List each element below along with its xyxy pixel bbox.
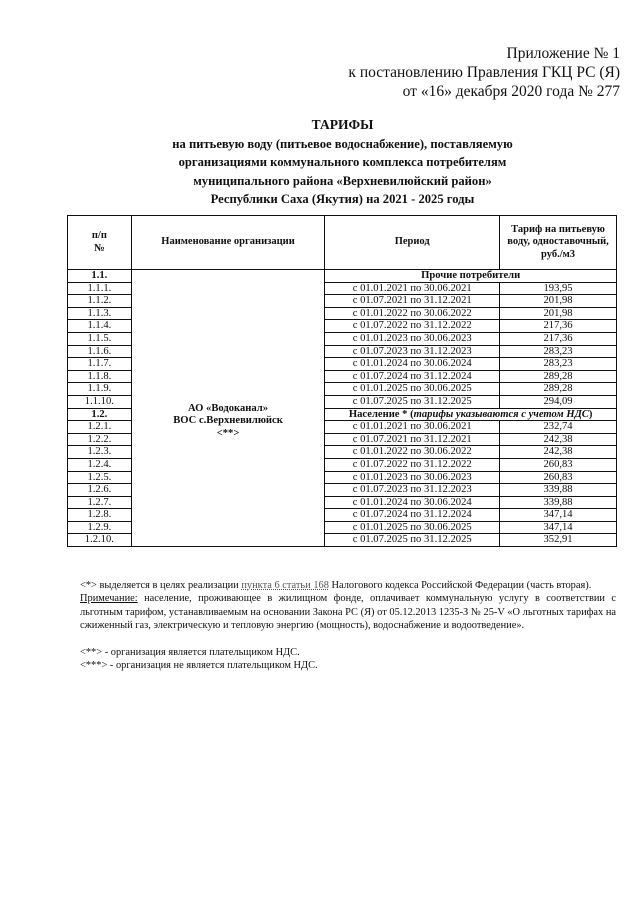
cell-num: 1.2.5. — [68, 471, 132, 484]
cell-period: с 01.07.2023 по 31.12.2023 — [325, 484, 500, 497]
title-main: ТАРИФЫ — [311, 117, 374, 132]
cell-period: с 01.07.2022 по 31.12.2022 — [325, 458, 500, 471]
section-row — [68, 270, 617, 283]
organization-name — [131, 270, 325, 547]
section-number: 1.2. — [68, 408, 132, 421]
cell-num: 1.2.2. — [68, 433, 132, 446]
cell-num: 1.2.8. — [68, 509, 132, 522]
cell-tariff: 289,28 — [500, 383, 617, 396]
cell-tariff: 201,98 — [500, 307, 617, 320]
cell-period: с 01.07.2023 по 31.12.2023 — [325, 345, 500, 358]
section-title: Прочие потребители — [325, 270, 617, 283]
footnote-2: <**> - организация является плательщиком НДС. — [80, 646, 300, 658]
cell-period: с 01.07.2021 по 31.12.2021 — [325, 433, 500, 446]
cell-tariff: 339,88 — [500, 484, 617, 497]
cell-period: с 01.01.2022 по 30.06.2022 — [325, 307, 500, 320]
title-line-2: организациями коммунального комплекса потребителям — [178, 155, 507, 170]
cell-num: 1.1.1. — [68, 282, 132, 295]
cell-num: 1.2.6. — [68, 484, 132, 497]
cell-tariff: 193,95 — [500, 282, 617, 295]
cell-period: с 01.01.2024 по 30.06.2024 — [325, 496, 500, 509]
org-line-2: ВОС с.Верхневилюйск — [173, 415, 283, 427]
cell-num: 1.2.10. — [68, 534, 132, 547]
header-num: п/п № — [68, 216, 132, 270]
cell-tariff: 347,14 — [500, 509, 617, 522]
footnote-1: <*> выделяется в целях реализации пункта 6 статьи 168 Налогового кодекса Российской Федерации (часть вторая). — [80, 580, 592, 591]
appendix-resolution: к постановлению Правления ГКЦ РС (Я) — [348, 64, 620, 81]
appendix-header — [348, 44, 620, 101]
cell-tariff: 217,36 — [500, 332, 617, 345]
cell-period: с 01.01.2021 по 30.06.2021 — [325, 421, 500, 434]
cell-num: 1.1.10. — [68, 395, 132, 408]
cell-period: с 01.01.2024 по 30.06.2024 — [325, 358, 500, 371]
cell-period: с 01.07.2025 по 31.12.2025 — [325, 395, 500, 408]
cell-period: с 01.01.2021 по 30.06.2021 — [325, 282, 500, 295]
section-title: Население * (тарифы указываются с учетом НДС) — [325, 408, 617, 421]
cell-num: 1.2.1. — [68, 421, 132, 434]
cell-period: с 01.07.2021 по 31.12.2021 — [325, 295, 500, 308]
cell-period: с 01.01.2022 по 30.06.2022 — [325, 446, 500, 459]
cell-tariff: 217,36 — [500, 320, 617, 333]
remark: Примечание: население, проживающее в жилищном фонде, оплачивает коммунальную услугу в соответствии с льготным тарифом, устанавливаемым на основании Закона РС (Я) от 05.12.2013 1235-З № 25-V «О льготных тарифах на сжиженный газ, электрическую и тепловую энергию (мощность), водоснабжение и водоотведение». — [80, 593, 616, 632]
cell-num: 1.1.4. — [68, 320, 132, 333]
cell-period: с 01.07.2024 по 31.12.2024 — [325, 509, 500, 522]
cell-num: 1.1.9. — [68, 383, 132, 396]
org-line-3: <**> — [216, 427, 240, 439]
title-line-4: Республики Саха (Якутия) на 2021 - 2025 годы — [210, 192, 475, 207]
header-period: Период — [325, 216, 500, 270]
cell-period: с 01.07.2025 по 31.12.2025 — [325, 534, 500, 547]
cell-num: 1.1.7. — [68, 358, 132, 371]
cell-period: с 01.07.2022 по 31.12.2022 — [325, 320, 500, 333]
section-number: 1.1. — [68, 270, 132, 283]
cell-tariff: 242,38 — [500, 446, 617, 459]
cell-tariff: 232,74 — [500, 421, 617, 434]
cell-period: с 01.01.2025 по 30.06.2025 — [325, 383, 500, 396]
cell-tariff: 294,09 — [500, 395, 617, 408]
appendix-number: Приложение № 1 — [506, 45, 620, 62]
cell-num: 1.2.3. — [68, 446, 132, 459]
footnotes — [80, 579, 616, 672]
table-header-row — [68, 216, 617, 270]
cell-tariff: 283,23 — [500, 345, 617, 358]
cell-period: с 01.07.2024 по 31.12.2024 — [325, 370, 500, 383]
header-org: Наименование организации — [131, 216, 325, 270]
title-line-1: на питьевую воду (питьевое водоснабжение), поставляемую — [172, 136, 513, 151]
cell-num: 1.1.6. — [68, 345, 132, 358]
tariffs-table — [67, 215, 617, 547]
cell-period: с 01.01.2023 по 30.06.2023 — [325, 332, 500, 345]
cell-tariff: 339,88 — [500, 496, 617, 509]
cell-tariff: 242,38 — [500, 433, 617, 446]
cell-num: 1.2.9. — [68, 521, 132, 534]
cell-num: 1.1.5. — [68, 332, 132, 345]
cell-num: 1.2.7. — [68, 496, 132, 509]
remark-label: Примечание: — [80, 593, 138, 605]
cell-tariff: 289,28 — [500, 370, 617, 383]
footnote-3: <***> - организация не является плательщиком НДС. — [80, 660, 318, 672]
org-line-1: АО «Водоканал» — [188, 403, 269, 414]
appendix-date: от «16» декабря 2020 года № 277 — [402, 83, 620, 100]
cell-period: с 01.01.2025 по 30.06.2025 — [325, 521, 500, 534]
document-title — [70, 116, 615, 209]
cell-tariff: 352,91 — [500, 534, 617, 547]
cell-period: с 01.01.2023 по 30.06.2023 — [325, 471, 500, 484]
cell-num: 1.1.8. — [68, 370, 132, 383]
tax-code-link[interactable]: пункта 6 статьи 168 — [241, 580, 329, 591]
header-tariff: Тариф на питьевую воду, одноставочный, руб./м3 — [500, 216, 617, 270]
cell-num: 1.1.3. — [68, 307, 132, 320]
cell-num: 1.2.4. — [68, 458, 132, 471]
cell-tariff: 260,83 — [500, 458, 617, 471]
cell-tariff: 260,83 — [500, 471, 617, 484]
cell-tariff: 347,14 — [500, 521, 617, 534]
title-line-3: муниципального района «Верхневилюйский район» — [193, 173, 492, 188]
cell-num: 1.1.2. — [68, 295, 132, 308]
cell-tariff: 283,23 — [500, 358, 617, 371]
cell-tariff: 201,98 — [500, 295, 617, 308]
